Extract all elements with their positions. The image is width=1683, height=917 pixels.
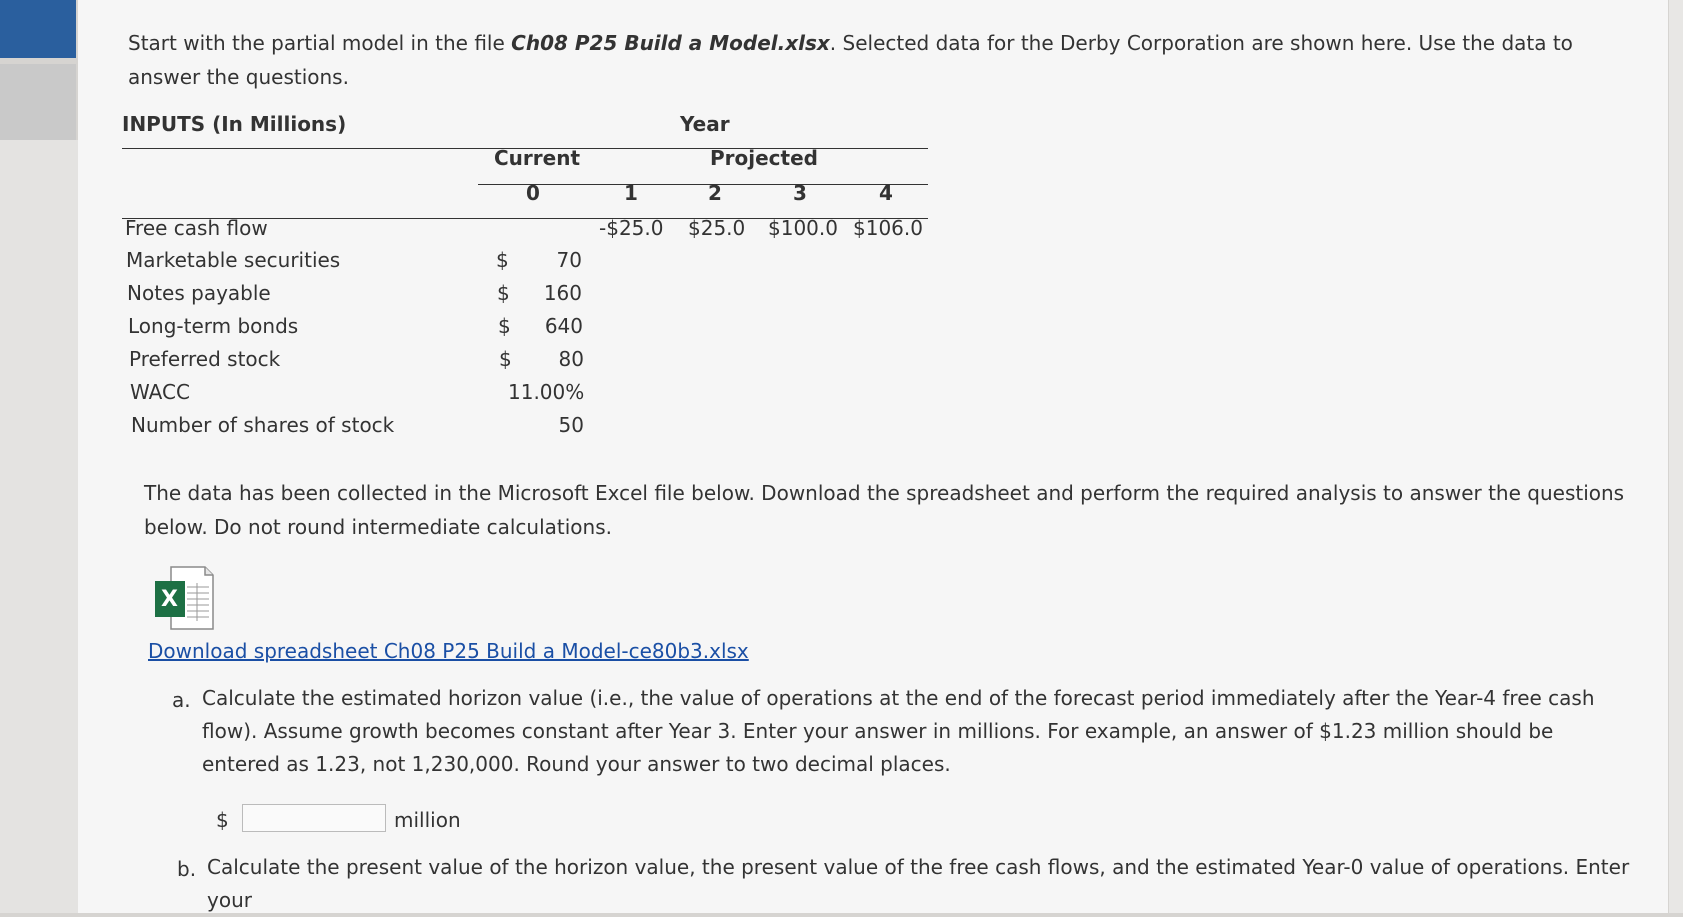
right-scroll-edge[interactable] [1669,0,1683,913]
wacc-value: 11.00% [508,380,585,404]
year-header: Year [680,112,730,136]
currency-sign: $ [498,314,511,338]
row-label-wacc: WACC [130,380,190,404]
answer-a-prefix: $ [216,808,229,832]
year-col-1: 1 [624,181,638,205]
row-label-notes-payable: Notes payable [127,281,271,305]
projected-header: Projected [710,146,818,170]
year-col-3: 3 [793,181,807,205]
rule-mid [478,184,928,185]
question-a-letter: a. [172,688,191,712]
fcf-year-1: -$25.0 [599,216,664,240]
question-b-letter: b. [177,857,197,881]
notes-payable-value: 160 [543,281,582,305]
fcf-year-4: $106.0 [853,216,923,240]
row-label-long-term-bonds: Long-term bonds [128,314,299,338]
fcf-year-2: $25.0 [688,216,746,240]
current-header: Current [494,146,581,170]
question-a-text: Calculate the estimated horizon value (i.e., the value of operations at the end of the forecast period immediately after the Year-4 free cash flow). Assume growth becomes constant after Year 3. Enter your answer in millions. For example, an answer of $1.23 million should be entered as 1.23, not 1,230,000. Round your answer to two decimal places. [202,686,1595,776]
row-label-number-of-shares: Number of shares of stock [131,413,395,437]
intro-text: Start with the partial model in the file [128,31,512,55]
year-col-0: 0 [526,181,540,205]
year-col-2: 2 [708,181,722,205]
row-label-preferred-stock: Preferred stock [129,347,281,371]
long-term-bonds-value: 640 [544,314,583,338]
intro-paragraph [128,26,1648,94]
intro-filename: Ch08 P25 Build a Model.xlsx [511,31,830,55]
row-label-free-cash-flow: Free cash flow [125,216,268,240]
left-panel-tab-active[interactable] [0,0,76,58]
intro-text-end: . Selected data for the Derby Corporation are shown here. Use the data to answer the questions. [128,31,1573,89]
preferred-stock-value: 80 [558,347,584,371]
inputs-title: INPUTS (In Millions) [122,112,347,136]
currency-sign: $ [497,281,510,305]
currency-sign: $ [499,347,512,371]
number-of-shares-value: 50 [558,413,584,437]
question-content [78,0,1668,913]
instructions-paragraph: The data has been collected in the Microsoft Excel file below. Download the spreadsheet and perform the required analysis to answer the questions below. Do not round intermediate calculations. [144,481,1625,539]
year-col-4: 4 [879,181,893,205]
currency-sign: $ [496,248,509,272]
excel-icon-letter: X [161,587,178,612]
download-spreadsheet-link[interactable]: Download spreadsheet Ch08 P25 Build a Model-ce80b3.xlsx [148,639,749,663]
left-panel-tab[interactable] [0,64,76,140]
fcf-year-3: $100.0 [768,216,838,240]
answer-a-unit: million [394,808,461,832]
excel-file-icon[interactable] [153,565,215,631]
row-label-marketable-securities: Marketable securities [126,248,341,272]
marketable-securities-value: 70 [556,248,582,272]
answer-a-input[interactable] [242,804,386,832]
question-b-text: Calculate the present value of the horizon value, the present value of the free cash flows, and the estimated Year-0 value of operations. Enter your [207,855,1630,912]
